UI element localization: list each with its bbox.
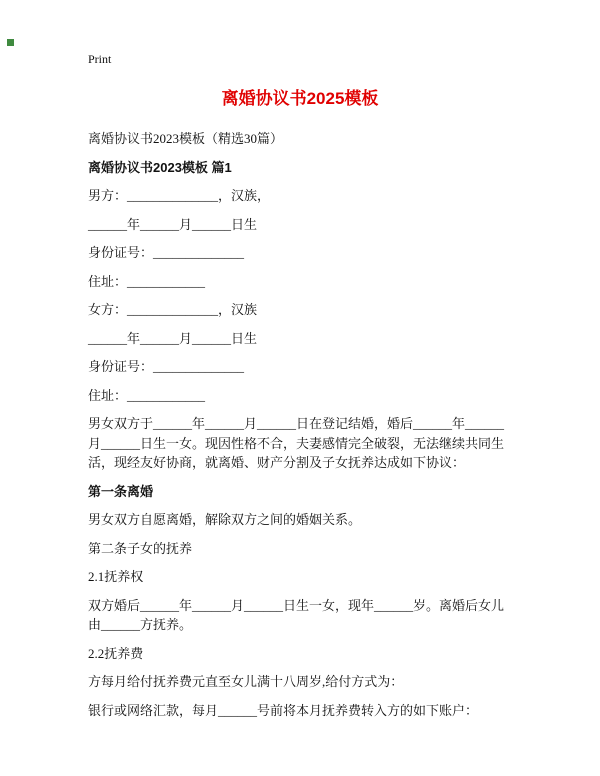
para-marriage-intro: 男女双方于______年______月______日在登记结婚，婚后______年______月______日生一女。现因性格不合，夫妻感情完全破裂，无法继续共同生活，现经友好协商，就离婚、财产分割及子女抚养达成如下协议：: [88, 416, 505, 470]
para-custody-heading: 2.1抚养权: [88, 569, 144, 584]
para-wife-name: 女方：______________，汉族: [88, 302, 258, 317]
para-payment-method: 银行或网络汇款，每月______号前将本月抚养费转入方的如下账户：: [88, 702, 479, 718]
corner-marker-icon: [7, 39, 14, 46]
para-support-fee-heading: 2.2抚养费: [88, 645, 144, 661]
para-support-fee-body: 方每月给付抚养费元直至女儿满十八周岁,给付方式为：: [88, 674, 404, 689]
para-article-1-body: 男女双方自愿离婚，解除双方之间的婚姻关系。: [88, 512, 362, 527]
print-button[interactable]: Print: [88, 52, 112, 66]
para-husband-address: 住址：____________: [88, 273, 206, 289]
para-custody-body: 双方婚后______年______月______日生一女，现年______岁。离婚后女儿由______方抚养。: [88, 597, 505, 632]
para-wife-birthdate: ______年______月______日生: [88, 330, 258, 346]
para-article-2-heading: 第二条子女的抚养: [88, 540, 193, 556]
para-article-1-heading: 第一条离婚: [88, 483, 154, 499]
para-wife-address: 住址：____________: [88, 387, 206, 403]
para-husband-id: 身份证号：______________: [88, 245, 245, 260]
para-subtitle: 离婚协议书2023模板（精选30篇）: [88, 131, 284, 146]
para-section-heading-1: 离婚协议书2023模板 篇1: [88, 159, 232, 175]
para-wife-id: 身份证号：______________: [88, 359, 245, 374]
para-husband-name: 男方：______________，汉族，: [88, 188, 271, 203]
page-title: 离婚协议书2025模板: [221, 89, 379, 108]
para-husband-birthdate: ______年______月______日生: [88, 216, 258, 232]
